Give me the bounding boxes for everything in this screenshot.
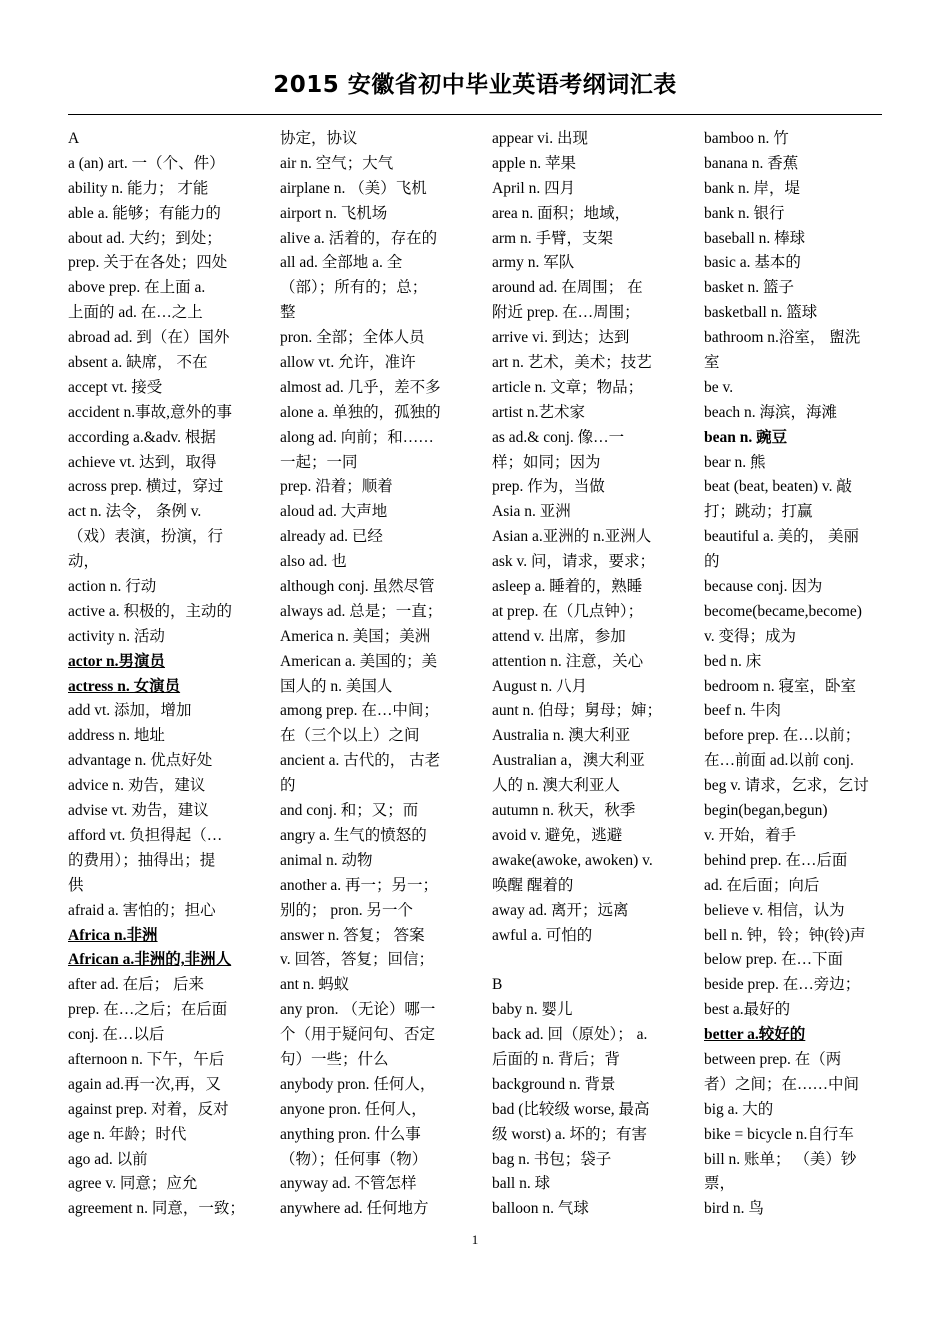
vocab-line: against prep. 对着，反对 bbox=[68, 1100, 229, 1118]
vocab-line: 级 worst) a. 坏的；有害 bbox=[492, 1125, 647, 1143]
vocab-line: add vt. 添加，增加 bbox=[68, 702, 192, 720]
vocab-line: arm n. 手臂，支架 bbox=[492, 229, 613, 247]
vocab-line: 供 bbox=[68, 876, 84, 894]
vocab-line: Australian a，澳大利亚 bbox=[492, 752, 645, 770]
vocab-line: 国人的 n. 美国人 bbox=[280, 677, 393, 695]
vocab-line: awful a. 可怕的 bbox=[492, 926, 593, 944]
vocab-line: all ad. 全部地 a. 全 bbox=[280, 254, 403, 272]
vocab-line: avoid v. 避免，逃避 bbox=[492, 826, 623, 844]
vocab-line: attend v. 出席，参加 bbox=[492, 627, 626, 645]
vocab-line: ancient a. 古代的， 古老 bbox=[280, 752, 441, 770]
vocab-line: as ad.& conj. 像…一 bbox=[492, 428, 625, 446]
vocab-line: ad. 在后面；向后 bbox=[704, 876, 820, 894]
vocab-line: anything pron. 什么事 bbox=[280, 1125, 421, 1143]
vocab-line: 个（用于疑问句、否定 bbox=[280, 1026, 436, 1044]
vocab-line: absent a. 缺席， 不在 bbox=[68, 354, 208, 372]
vocab-line: American a. 美国的；美 bbox=[280, 652, 438, 670]
vocab-line: again ad.再一次,再，又 bbox=[68, 1075, 221, 1093]
vocab-column-2 bbox=[280, 127, 460, 1222]
vocab-line: 的费用）；抽得出；提 bbox=[68, 851, 216, 869]
vocab-line: bad (比较级 worse, 最高 bbox=[492, 1100, 650, 1118]
vocab-line: 人的 n. 澳大利亚人 bbox=[492, 777, 620, 795]
vocab-line: accept vt. 接受 bbox=[68, 378, 163, 396]
vocab-line: v. 变得；成为 bbox=[704, 627, 796, 645]
vocab-line: attention n. 注意，关心 bbox=[492, 652, 644, 670]
vocab-column-1 bbox=[68, 127, 248, 1222]
vocab-line: beat (beat, beaten) v. 敲 bbox=[704, 478, 852, 496]
vocab-line: back ad. 回（原处）； a. bbox=[492, 1026, 648, 1044]
vocab-line: address n. 地址 bbox=[68, 727, 165, 745]
vocab-line: arrive vi. 到达；达到 bbox=[492, 329, 630, 347]
vocab-line: at prep. 在（几点钟）； bbox=[492, 602, 644, 620]
vocab-line: beg v. 请求，乞求，乞讨 bbox=[704, 777, 869, 795]
vocab-line: active a. 积极的，主动的 bbox=[68, 602, 233, 620]
vocab-line: bathroom n.浴室， 盥洗 bbox=[704, 329, 861, 347]
vocab-line: angry a. 生气的愤怒的 bbox=[280, 826, 427, 844]
vocab-line: about ad. 大约；到处； bbox=[68, 229, 222, 247]
vocab-line: between prep. 在（两 bbox=[704, 1050, 842, 1068]
vocab-line: baseball n. 棒球 bbox=[704, 229, 806, 247]
vocab-line: achieve vt. 达到，取得 bbox=[68, 453, 217, 471]
vocab-line: afraid a. 害怕的；担心 bbox=[68, 901, 216, 919]
vocab-line: across prep. 横过，穿过 bbox=[68, 478, 224, 496]
vocab-line: bed n. 床 bbox=[704, 652, 762, 670]
vocab-line: 协定，协议 bbox=[280, 130, 358, 147]
vocab-line: always ad. 总是；一直； bbox=[280, 602, 443, 620]
vocab-line: below prep. 在…下面 bbox=[704, 951, 844, 969]
page-title: 2015 安徽省初中毕业英语考纲词汇表 bbox=[273, 72, 677, 98]
vocab-line: able a. 能够；有能力的 bbox=[68, 204, 221, 222]
vocab-line: advice n. 劝告，建议 bbox=[68, 777, 206, 795]
vocab-line: abroad ad. 到（在）国外 bbox=[68, 329, 230, 347]
vocab-line: art n. 艺术，美术；技艺 bbox=[492, 354, 652, 372]
vocab-line: 后面的 n. 背后；背 bbox=[492, 1050, 620, 1068]
vocab-line: animal n. 动物 bbox=[280, 851, 373, 869]
vocab-line: ago ad. 以前 bbox=[68, 1150, 148, 1168]
vocab-line: better a.较好的 bbox=[704, 1026, 806, 1044]
vocab-line: 句）一些；什么 bbox=[280, 1050, 389, 1068]
vocab-line: African a.非洲的,非洲人 bbox=[68, 951, 232, 969]
vocab-line: after ad. 在后； 后来 bbox=[68, 976, 205, 994]
vocab-line: artist n.艺术家 bbox=[492, 403, 585, 421]
vocab-line: although conj. 虽然尽管 bbox=[280, 578, 435, 596]
vocab-line: away ad. 离开；远离 bbox=[492, 901, 629, 919]
vocab-line: accident n.事故,意外的事 bbox=[68, 403, 233, 421]
vocab-line: prep. 作为，当做 bbox=[492, 478, 605, 496]
vocab-line: 打；跳动；打赢 bbox=[704, 503, 813, 521]
vocab-line: 别的； pron. 另一个 bbox=[280, 901, 414, 919]
vocab-line: August n. 八月 bbox=[492, 677, 588, 695]
vocab-line: 上面的 ad. 在…之上 bbox=[68, 304, 203, 322]
vocab-line: baby n. 婴儿 bbox=[492, 1001, 573, 1019]
vocab-line: basket n. 篮子 bbox=[704, 279, 794, 297]
vocab-line: bell n. 钟，铃；钟(铃)声 bbox=[704, 926, 866, 944]
vocab-line: along ad. 向前；和…… bbox=[280, 428, 434, 446]
vocab-line: Australia n. 澳大利亚 bbox=[492, 727, 631, 745]
vocab-line: conj. 在…以后 bbox=[68, 1026, 165, 1044]
vocab-line: airport n. 飞机场 bbox=[280, 204, 388, 222]
vocab-line: apple n. 苹果 bbox=[492, 154, 576, 172]
vocab-line: agreement n. 同意，一致； bbox=[68, 1200, 245, 1218]
vocab-line: believe v. 相信，认为 bbox=[704, 901, 845, 919]
vocab-line: 动， bbox=[68, 553, 100, 571]
vocab-line: 者）之间；在……中间 bbox=[704, 1075, 860, 1093]
vocab-line: appear vi. 出现 bbox=[492, 130, 588, 147]
vocab-column-3 bbox=[492, 127, 672, 1222]
vocab-line: basic a. 基本的 bbox=[704, 254, 801, 272]
vocab-line: anyone pron. 任何人， bbox=[280, 1100, 427, 1118]
vocab-line: because conj. 因为 bbox=[704, 578, 823, 596]
vocab-line: army n. 军队 bbox=[492, 254, 575, 272]
vocab-line: 一起；一同 bbox=[280, 453, 358, 471]
vocab-line: a (an) art. 一（个、件） bbox=[68, 154, 225, 172]
vocab-line: among prep. 在…中间； bbox=[280, 702, 439, 720]
vocab-line: prep. 沿着；顺着 bbox=[280, 478, 393, 496]
vocab-line: activity n. 活动 bbox=[68, 627, 165, 645]
vocab-line: according a.&adv. 根据 bbox=[68, 428, 216, 446]
vocab-line: actor n.男演员 bbox=[68, 652, 166, 670]
vocab-line: ball n. 球 bbox=[492, 1175, 551, 1193]
vocab-line bbox=[492, 948, 672, 973]
vocab-line: Asia n. 亚洲 bbox=[492, 503, 571, 521]
vocab-line: awake(awoke, awoken) v. bbox=[492, 851, 653, 869]
vocab-line: any pron. （无论）哪一 bbox=[280, 1001, 436, 1019]
vocab-line: 的 bbox=[704, 553, 720, 571]
vocab-line: basketball n. 篮球 bbox=[704, 304, 818, 322]
vocab-line: asleep a. 睡着的，熟睡 bbox=[492, 578, 643, 596]
vocab-line: alone a. 单独的，孤独的 bbox=[280, 403, 441, 421]
vocab-line: agree v. 同意；应允 bbox=[68, 1175, 198, 1193]
vocab-line: ask v. 问，请求，要求； bbox=[492, 553, 656, 571]
vocab-line: ant n. 蚂蚁 bbox=[280, 976, 350, 994]
vocab-line: airplane n. （美）飞机 bbox=[280, 179, 427, 197]
vocab-line: （部）；所有的；总； bbox=[280, 279, 428, 297]
vocab-line: 票， bbox=[704, 1175, 736, 1193]
vocab-line: behind prep. 在…后面 bbox=[704, 851, 848, 869]
vocab-line: B bbox=[492, 976, 503, 994]
vocab-line: area n. 面积；地域， bbox=[492, 204, 631, 222]
vocab-line: act n. 法令， 条例 v. bbox=[68, 503, 202, 521]
vocab-line: （物）；任何事（物） bbox=[280, 1150, 428, 1168]
vocab-line: afford vt. 负担得起（… bbox=[68, 826, 223, 844]
vocab-column-4 bbox=[704, 127, 884, 1222]
vocab-line: also ad. 也 bbox=[280, 553, 347, 571]
vocab-line: actress n. 女演员 bbox=[68, 677, 181, 695]
vocab-line: （戏）表演，扮演，行 bbox=[68, 528, 224, 546]
vocab-line: bank n. 银行 bbox=[704, 204, 785, 222]
vocab-line: another a. 再一；另一； bbox=[280, 876, 438, 894]
vocab-line: bank n. 岸，堤 bbox=[704, 179, 801, 197]
vocab-line: 在…前面 ad.以前 conj. bbox=[704, 752, 854, 770]
vocab-line: Africa n.非洲 bbox=[68, 926, 158, 944]
vocab-line: bag n. 书包；袋子 bbox=[492, 1150, 612, 1168]
vocab-line: balloon n. 气球 bbox=[492, 1200, 589, 1218]
vocab-line: 室 bbox=[704, 354, 720, 372]
vocab-line: April n. 四月 bbox=[492, 179, 576, 197]
vocab-line: bill n. 账单； （美）钞 bbox=[704, 1150, 857, 1168]
vocab-line: advise vt. 劝告，建议 bbox=[68, 802, 209, 820]
vocab-line: 唤醒 醒着的 bbox=[492, 876, 574, 894]
vocab-line: pron. 全部；全体人员 bbox=[280, 329, 425, 347]
vocab-line: and conj. 和；又；而 bbox=[280, 802, 419, 820]
vocab-line: almost ad. 几乎，差不多 bbox=[280, 378, 441, 396]
vocab-line: big a. 大的 bbox=[704, 1100, 774, 1118]
vocab-line: answer n. 答复； 答案 bbox=[280, 926, 425, 944]
vocab-line: A bbox=[68, 130, 80, 147]
vocab-line: beach n. 海滨，海滩 bbox=[704, 403, 838, 421]
vocab-line: prep. 在…之后；在后面 bbox=[68, 1001, 228, 1019]
vocab-line: allow vt. 允许，准许 bbox=[280, 354, 416, 372]
vocab-line: 的 bbox=[280, 777, 296, 795]
vocab-line: become(became,become) bbox=[704, 602, 862, 620]
vocab-line: aloud ad. 大声地 bbox=[280, 503, 388, 521]
vocab-line: anywhere ad. 任何地方 bbox=[280, 1200, 429, 1218]
vocab-line: v. 回答，答复；回信； bbox=[280, 951, 434, 969]
vocab-line: before prep. 在…以前； bbox=[704, 727, 861, 745]
vocab-line: Asian a.亚洲的 n.亚洲人 bbox=[492, 528, 652, 546]
vocab-line: beautiful a. 美的， 美丽 bbox=[704, 528, 859, 546]
vocab-line: air n. 空气；大气 bbox=[280, 154, 394, 172]
vocab-line: 整 bbox=[280, 304, 296, 322]
vocab-line: anybody pron. 任何人， bbox=[280, 1075, 436, 1093]
vocab-line: bedroom n. 寝室，卧室 bbox=[704, 677, 856, 695]
vocab-line: be v. bbox=[704, 378, 734, 396]
vocab-line: 在（三个以上）之间 bbox=[280, 727, 420, 745]
vocab-line: ability n. 能力； 才能 bbox=[68, 179, 209, 197]
vocab-line: banana n. 香蕉 bbox=[704, 154, 799, 172]
vocab-line: advantage n. 优点好处 bbox=[68, 752, 213, 770]
vocab-line: around ad. 在周围； 在 bbox=[492, 279, 643, 297]
vocab-line: above prep. 在上面 a. bbox=[68, 279, 206, 297]
vocab-line: article n. 文章；物品； bbox=[492, 378, 644, 396]
vocab-line: begin(began,begun) bbox=[704, 802, 828, 820]
vocab-line: beef n. 牛肉 bbox=[704, 702, 782, 720]
vocab-line: action n. 行动 bbox=[68, 578, 157, 596]
vocab-line: bean n. 豌豆 bbox=[704, 428, 788, 446]
vocab-line: best a.最好的 bbox=[704, 1001, 791, 1019]
vocab-line: background n. 背景 bbox=[492, 1075, 616, 1093]
vocab-line: already ad. 已经 bbox=[280, 528, 383, 546]
vocab-line: 附近 prep. 在…周围； bbox=[492, 304, 640, 322]
vocab-line: v. 开始，着手 bbox=[704, 826, 796, 844]
vocab-line: bike = bicycle n.自行车 bbox=[704, 1125, 854, 1143]
vocab-line: beside prep. 在…旁边； bbox=[704, 976, 861, 994]
vocab-line: anyway ad. 不管怎样 bbox=[280, 1175, 417, 1193]
vocab-line: autumn n. 秋天，秋季 bbox=[492, 802, 636, 820]
vocab-line: bird n. 鸟 bbox=[704, 1200, 764, 1218]
vocab-line: alive a. 活着的，存在的 bbox=[280, 229, 438, 247]
vocab-line: 样；如同；因为 bbox=[492, 453, 601, 471]
page-number: 1 bbox=[471, 1232, 479, 1247]
vocab-line: age n. 年龄；时代 bbox=[68, 1125, 187, 1143]
title-underline bbox=[68, 114, 882, 115]
vocab-line: afternoon n. 下午，午后 bbox=[68, 1050, 225, 1068]
vocab-line: America n. 美国；美洲 bbox=[280, 627, 431, 645]
vocab-line: prep. 关于在各处；四处 bbox=[68, 254, 228, 272]
vocab-line: bamboo n. 竹 bbox=[704, 130, 789, 147]
vocab-line: bear n. 熊 bbox=[704, 453, 766, 471]
vocab-line: aunt n. 伯母；舅母；婶； bbox=[492, 702, 663, 720]
